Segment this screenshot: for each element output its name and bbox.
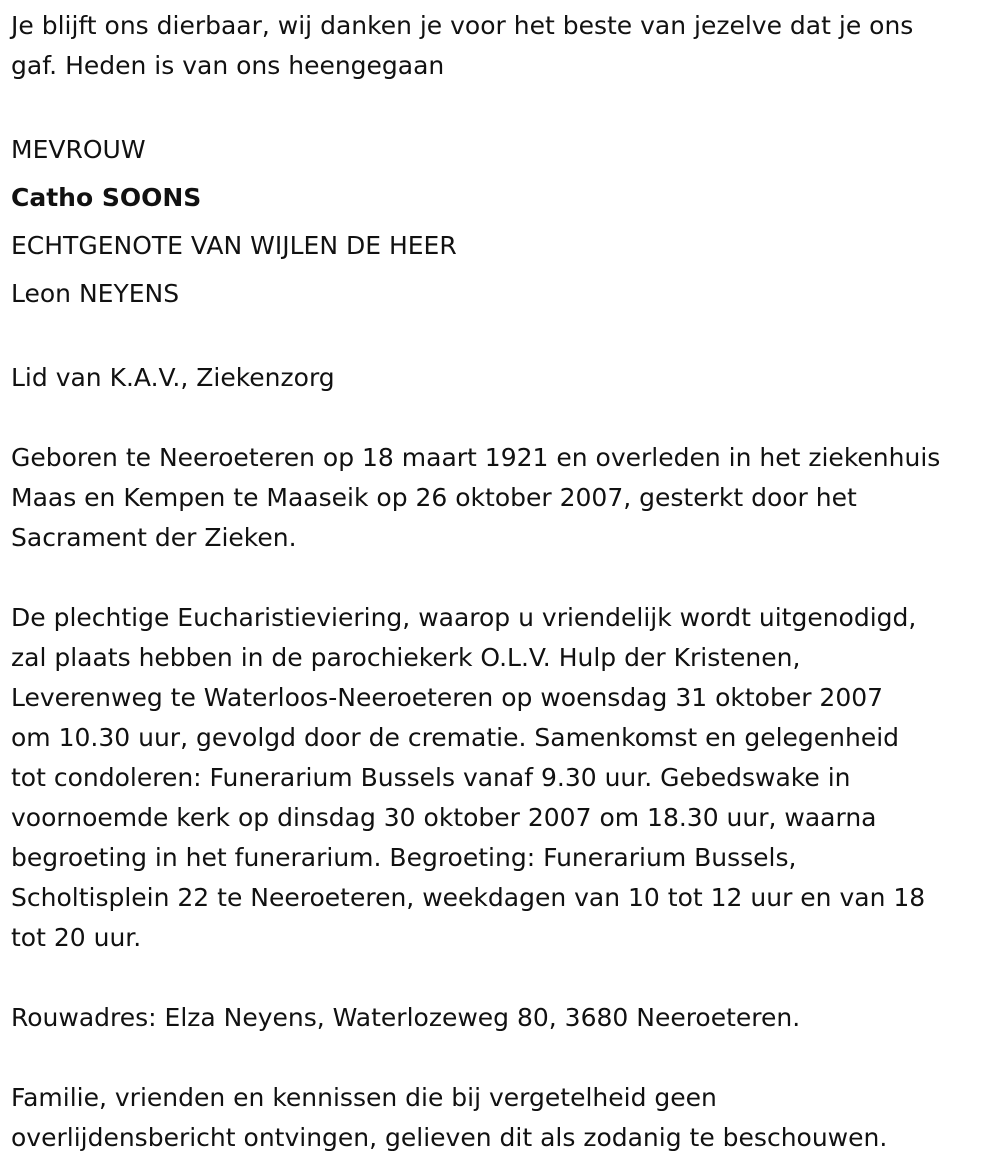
address-paragraph <box>11 998 991 1038</box>
ceremony-line: begroeting in het funerarium. Begroeting: Funerarium Bussels, <box>11 843 797 872</box>
deceased-name: Catho SOONS <box>11 183 202 212</box>
spacer <box>11 86 991 126</box>
ceremony-line: De plechtige Eucharistieviering, waarop u vriendelijk wordt uitgenodigd, <box>11 603 917 632</box>
closing-paragraph <box>11 1078 991 1158</box>
intro-paragraph <box>11 6 991 86</box>
birth-death-line: Geboren te Neeroeteren op 18 maart 1921 en overleden in het ziekenhuis <box>11 443 941 472</box>
birth-death-line: Maas en Kempen te Maaseik op 26 oktober 2007, gesterkt door het <box>11 483 857 512</box>
ceremony-line: tot condoleren: Funerarium Bussels vanaf 9.30 uur. Gebedswake in <box>11 763 851 792</box>
intro-line: Je blijft ons dierbaar, wij danken je voor het beste van jezelve dat je ons <box>11 11 914 40</box>
ceremony-line: Scholtisplein 22 te Neeroeteren, weekdagen van 10 tot 12 uur en van 18 <box>11 883 926 912</box>
birth-death-paragraph <box>11 438 991 558</box>
spacer <box>11 1038 991 1078</box>
ceremony-line: om 10.30 uur, gevolgd door de crematie. Samenkomst en gelegenheid <box>11 723 900 752</box>
ceremony-line: Leverenweg te Waterloos-Neeroeteren op woensdag 31 oktober 2007 <box>11 683 884 712</box>
closing-line: Familie, vrienden en kennissen die bij vergetelheid geen <box>11 1083 717 1112</box>
honorific-title: MEVROUW <box>11 135 146 164</box>
membership-line: Lid van K.A.V., Ziekenzorg <box>11 363 335 392</box>
ceremony-line: tot 20 uur. <box>11 923 142 952</box>
ceremony-paragraph <box>11 598 991 958</box>
closing-line: overlijdensbericht ontvingen, gelieven dit als zodanig te beschouwen. <box>11 1123 888 1152</box>
obituary-notice <box>11 6 991 1158</box>
birth-death-line: Sacrament der Zieken. <box>11 523 297 552</box>
mourning-address: Rouwadres: Elza Neyens, Waterlozeweg 80, 3680 Neeroeteren. <box>11 1003 801 1032</box>
ceremony-line: voornoemde kerk op dinsdag 30 oktober 2007 om 18.30 uur, waarna <box>11 803 877 832</box>
spacer <box>11 958 991 998</box>
ceremony-line: zal plaats hebben in de parochiekerk O.L.V. Hulp der Kristenen, <box>11 643 801 672</box>
intro-line: gaf. Heden is van ons heengegaan <box>11 51 445 80</box>
spouse-label: ECHTGENOTE VAN WIJLEN DE HEER <box>11 231 457 260</box>
membership-paragraph <box>11 358 991 398</box>
spacer <box>11 398 991 438</box>
spacer <box>11 558 991 598</box>
spacer <box>11 318 991 358</box>
spouse-name: Leon NEYENS <box>11 279 180 308</box>
deceased-block <box>11 126 991 318</box>
